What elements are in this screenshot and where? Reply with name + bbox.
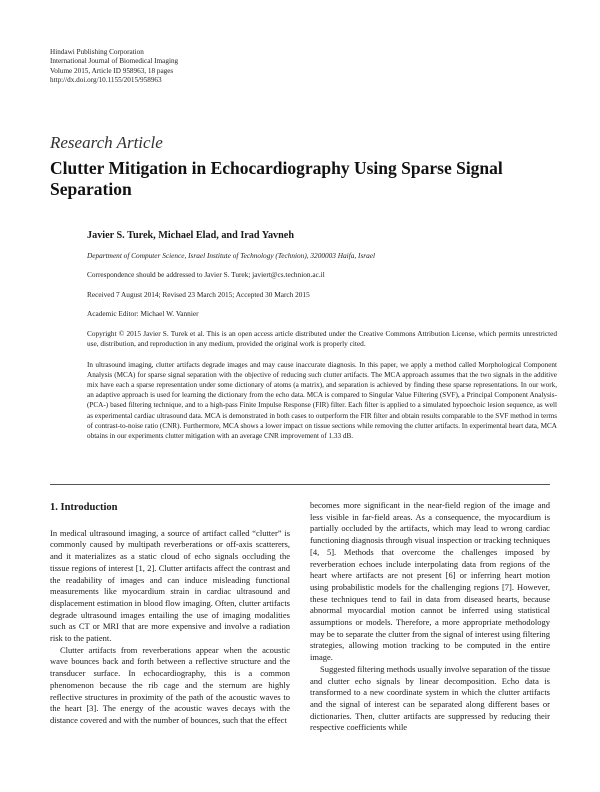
paragraph: Suggested filtering methods usually involve separation of the tissue and clutter echo signals by linear decomposition. Echo data is transformed to a new coordinate system in which the clutter artifacts and the signal of interest can be separated along different bases or dictionaries. Then, clutter artifacts are suppressed by reducing their respective coefficients while (310, 663, 550, 733)
paragraph: Clutter artifacts from reverberations appear when the acoustic wave bounces back and forth between a reflective structure and the transducer surface. In echocardiography, this is a common phenomenon because the rib cage and the sternum are highly reflective structures in proximity of the path of the acoustic waves to the heart [3]. The energy of the acoustic waves decays with the distance covered and with the number of bounces, such that the effect (50, 644, 290, 725)
copyright: Copyright © 2015 Javier S. Turek et al. This is an open access article distributed under the Creative Commons Attribution License, which permits unrestricted use, distribution, and reproduction in any medium, provided the original work is properly cited. (87, 328, 557, 348)
affiliation: Department of Computer Science, Israel Institute of Technology (Technion), 3200003 Haifa, Israel (87, 251, 376, 260)
article-type: Research Article (50, 133, 163, 152)
paper-title: Clutter Mitigation in Echocardiography Using Sparse Signal Separation (50, 158, 503, 199)
authors: Javier S. Turek, Michael Elad, and Irad Yavneh (87, 230, 294, 241)
section-heading: 1. Introduction (50, 502, 118, 513)
publisher: Hindawi Publishing Corporation (50, 48, 144, 56)
paragraph: In medical ultrasound imaging, a source of artifact called “clutter” is commonly caused by multipath reverberations or off-axis scatterers, and it materializes as a static cloud of echo signals occluding the tissue regions of interest [1, 2]. Clutter artifacts affect the contrast and the readability of images and can induce misleading functional measurements like myocardium strain in cardiac ultrasound and displacement estimation in blood flow imaging. Often, clutter artifacts degrade ultrasound images entailing the use of imaging modalities such as CT or MRI that are more expensive and involve a radiation risk to the patient. (50, 527, 290, 644)
doi-link[interactable]: http://dx.doi.org/10.1155/2015/958963 (50, 76, 162, 85)
abstract: In ultrasound imaging, clutter artifacts degrade images and may cause inaccurate diagnosis. In this paper, we apply a method called Morphological Component Analysis (MCA) for sparse signal separation with the objective of reducing such clutter artifacts. The MCA approach assumes that the two signals in the additive mix have each a sparse representation under some dictionary of atoms (a matrix), and separation is achieved by finding these sparse representations. In our work, an adaptive approach is used for learning the dictionary from the echo data. MCA is compared to Singular Value Filtering (SVF), a Principal Component Analysis- (PCA-) based filtering technique, and to a high-pass Finite Impulse Response (FIR) filter. Each filter is applied to a simulated hypoechoic lesion sequence, as well as experimental cardiac ultrasound data. MCA is demonstrated in both cases to outperform the FIR filter and obtain results comparable to the SVF method in terms of contrast-to-noise ratio (CNR). Furthermore, MCA shows a lower impact on tissue sections while removing the clutter artifacts. In experimental heart data, MCA obtains in our experiments clutter mitigation with an average CNR improvement of 1.33 dB. (87, 360, 557, 440)
journal-name: International Journal of Biomedical Imaging (50, 57, 179, 66)
correspondence: Correspondence should be addressed to Javier S. Turek; javiert@cs.technion.ac.il (87, 270, 325, 279)
left-column (50, 500, 290, 727)
divider (50, 484, 550, 485)
dates: Received 7 August 2014; Revised 23 March 2015; Accepted 30 March 2015 (87, 289, 310, 299)
paragraph: becomes more significant in the near-field region of the image and less visible in far-field areas. As a consequence, the myocardium is partially occluded by the artifacts, which may lead to wrong cardiac functioning diagnosis through visual inspection or tracking techniques [4, 5]. Methods that overcome the challenges imposed by reverberation echoes include interpolating data from regions of the heart where artifacts are not present [6] or inferring heart motion using probabilistic models for the challenging regions [7]. However, these techniques tend to fail in data from diseased hearts, because abnormal myocardial motion cannot be inferred using statistical assumptions or models. Therefore, a more appropriate methodology may be to separate the clutter from the signal of interest using filtering strategies, allowing motion tracking to be computed in the entire image. (310, 500, 550, 663)
academic-editor: Academic Editor: Michael W. Vannier (87, 309, 199, 318)
front-matter (87, 230, 557, 441)
volume-info: Volume 2015, Article ID 958963, 18 pages (50, 66, 174, 75)
journal-header (50, 48, 178, 86)
right-column (310, 500, 550, 734)
